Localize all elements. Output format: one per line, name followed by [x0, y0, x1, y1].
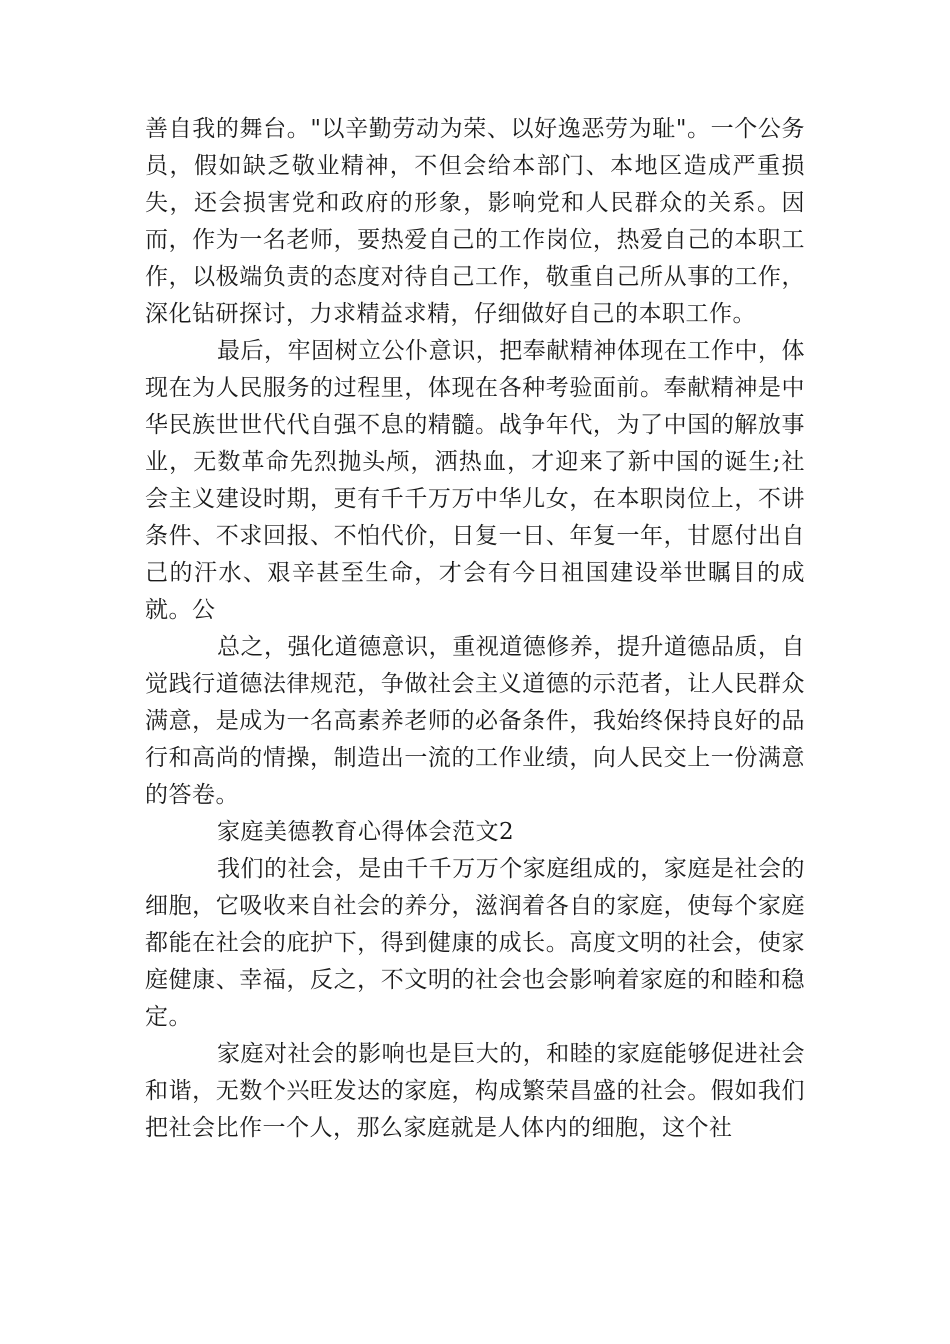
paragraph-dedication: 最后，牢固树立公仆意识，把奉献精神体现在工作中，体现在为人民服务的过程里，体现在各种考验面前。奉献精神是中华民族世世代代自强不息的精髓。战争年代，为了中国的解放事业，无数革命先烈抛头颅，洒热血，才迎来了新中国的诞生;社会主义建设时期，更有千千万万中华儿女，在本职岗位上，不讲条件、不求回报、不怕代价，日复一日、年复一年，甘愿付出自己的汗水、艰辛甚至生命，才会有今日祖国建设举世瞩目的成就。公 — [145, 338, 805, 623]
section-heading: 家庭美德教育心得体会范文2 — [217, 819, 515, 845]
paragraph-conclusion: 总之，强化道德意识，重视道德修养，提升道德品质，自觉践行道德法律规范，争做社会主义道德的示范者，让人民群众满意，是成为一名高素养老师的必备条件，我始终保持良好的品行和高尚的情操，制造出一流的工作业绩，向人民交上一份满意的答卷。 — [145, 634, 805, 808]
paragraph-continuation: 善自我的舞台。"以辛勤劳动为荣、以好逸恶劳为耻"。一个公务员，假如缺乏敬业精神，不但会给本部门、本地区造成严重损失，还会损害党和政府的形象，影响党和人民群众的关系。因而，作为一名老师，要热爱自己的工作岗位，热爱自己的本职工作，以极端负责的态度对待自己工作，敬重自己所从事的工作，深化钻研探讨，力求精益求精，仔细做好自己的本职工作。 — [145, 116, 805, 327]
paragraph-society-family: 我们的社会，是由千千万万个家庭组成的，家庭是社会的细胞，它吸收来自社会的养分，滋润着各自的家庭，使每个家庭都能在社会的庇护下，得到健康的成长。高度文明的社会，使家庭健康、幸福，反之，不文明的社会也会影响着家庭的和睦和稳定。 — [145, 856, 805, 1030]
document-body — [145, 111, 805, 1147]
paragraph-family-impact: 家庭对社会的影响也是巨大的，和睦的家庭能够促进社会和谐，无数个兴旺发达的家庭，构成繁荣昌盛的社会。假如我们把社会比作一个人，那么家庭就是人体内的细胞，这个社 — [145, 1041, 805, 1141]
